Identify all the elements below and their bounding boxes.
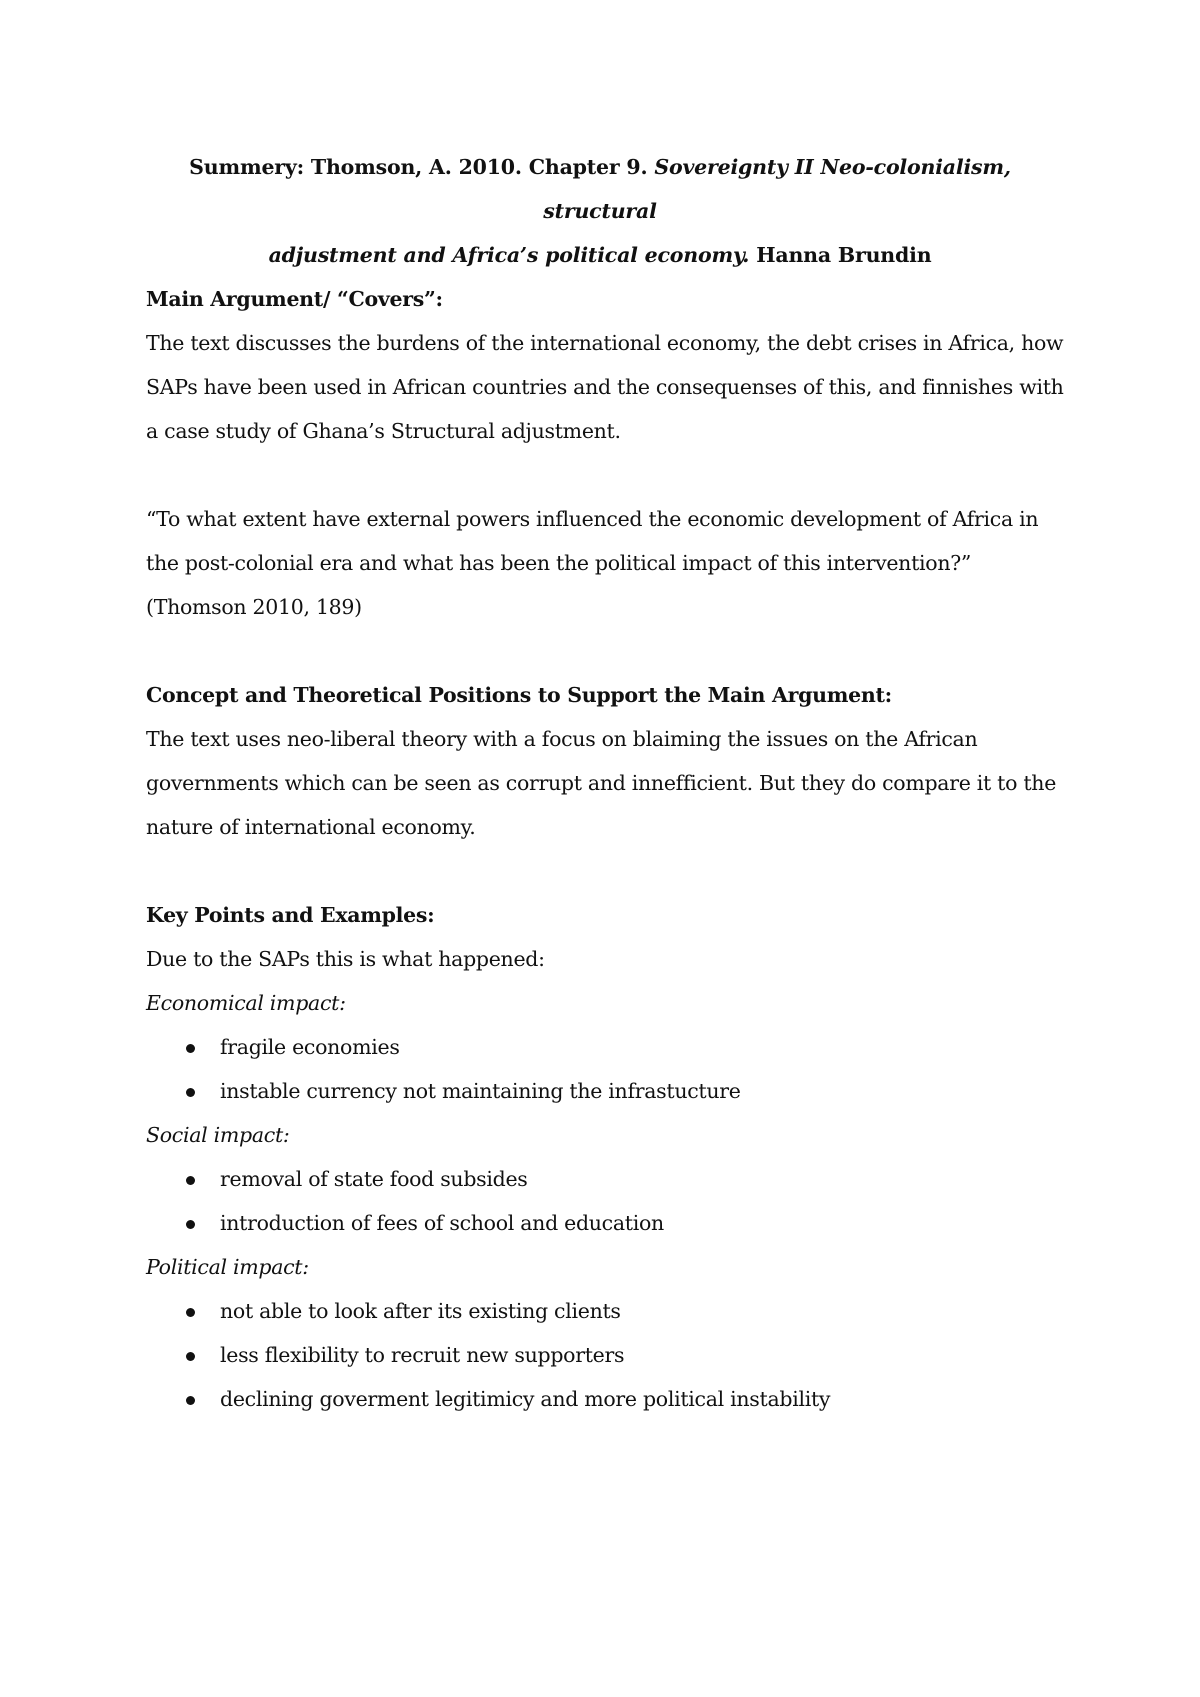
concepts-paragraph: The text uses neo-liberal theory with a focus on blaiming the issues on the African governments which can be seen as corrupt and innefficient. But they do compare it to the nature of international economy. — [146, 727, 1057, 839]
document-body — [146, 277, 1066, 1421]
bullet-icon — [186, 1396, 195, 1405]
bullet-icon — [186, 1044, 195, 1053]
list-item-text: less flexibility to recruit new supporters — [220, 1343, 625, 1367]
key-points-section — [146, 893, 1066, 1421]
title-prefix: Summery: Thomson, A. 2010. Chapter 9. — [189, 155, 648, 179]
key-points-heading: Key Points and Examples: — [146, 903, 435, 927]
title-italic-line2: adjustment and Africa’s political economy. — [268, 243, 750, 267]
section-spacer — [146, 629, 1066, 673]
document-title — [146, 145, 1054, 277]
list-item-text: declining goverment legitimicy and more political instability — [220, 1387, 831, 1411]
concepts-heading: Concept and Theoretical Positions to Support the Main Argument: — [146, 683, 892, 707]
list-item — [146, 1157, 1066, 1201]
research-question-quote: “To what extent have external powers influenced the economic development of Africa in the post-colonial era and what has been the political impact of this intervention?” (Thomson 2010, 189) — [146, 507, 1039, 619]
list-item-text: removal of state food subsides — [220, 1167, 528, 1191]
political-impact-list — [146, 1289, 1066, 1421]
title-italic-line1: Sovereignty II Neo-colonialism, structural — [543, 155, 1011, 223]
bullet-icon — [186, 1176, 195, 1185]
main-argument-heading: Main Argument/ “Covers”: — [146, 287, 443, 311]
list-item-text: introduction of fees of school and education — [220, 1211, 664, 1235]
economical-impact-label: Economical impact: — [146, 991, 346, 1015]
list-item-text: not able to look after its existing clients — [220, 1299, 621, 1323]
economical-impact-list — [146, 1025, 1066, 1113]
list-item — [146, 1333, 1066, 1377]
list-item-text: instable currency not maintaining the infrastucture — [220, 1079, 741, 1103]
political-impact-label: Political impact: — [146, 1255, 309, 1279]
bullet-icon — [186, 1088, 195, 1097]
paragraph-spacer — [146, 453, 1066, 497]
list-item — [146, 1025, 1066, 1069]
list-item-text: fragile economies — [220, 1035, 400, 1059]
bullet-icon — [186, 1352, 195, 1361]
social-impact-list — [146, 1157, 1066, 1245]
list-item — [146, 1201, 1066, 1245]
bullet-icon — [186, 1220, 195, 1229]
key-points-intro: Due to the SAPs this is what happened: — [146, 947, 545, 971]
list-item — [146, 1069, 1066, 1113]
main-argument-section — [146, 277, 1066, 629]
concepts-section — [146, 673, 1066, 849]
list-item — [146, 1289, 1066, 1333]
main-argument-paragraph: The text discusses the burdens of the international economy, the debt crises in Africa, how SAPs have been used in African countries and the consequenses of this, and finnishes with a case study of Ghana’s Structural adjustment. — [146, 331, 1064, 443]
title-author: Hanna Brundin — [756, 243, 932, 267]
list-item — [146, 1377, 1066, 1421]
bullet-icon — [186, 1308, 195, 1317]
social-impact-label: Social impact: — [146, 1123, 290, 1147]
section-spacer — [146, 849, 1066, 893]
